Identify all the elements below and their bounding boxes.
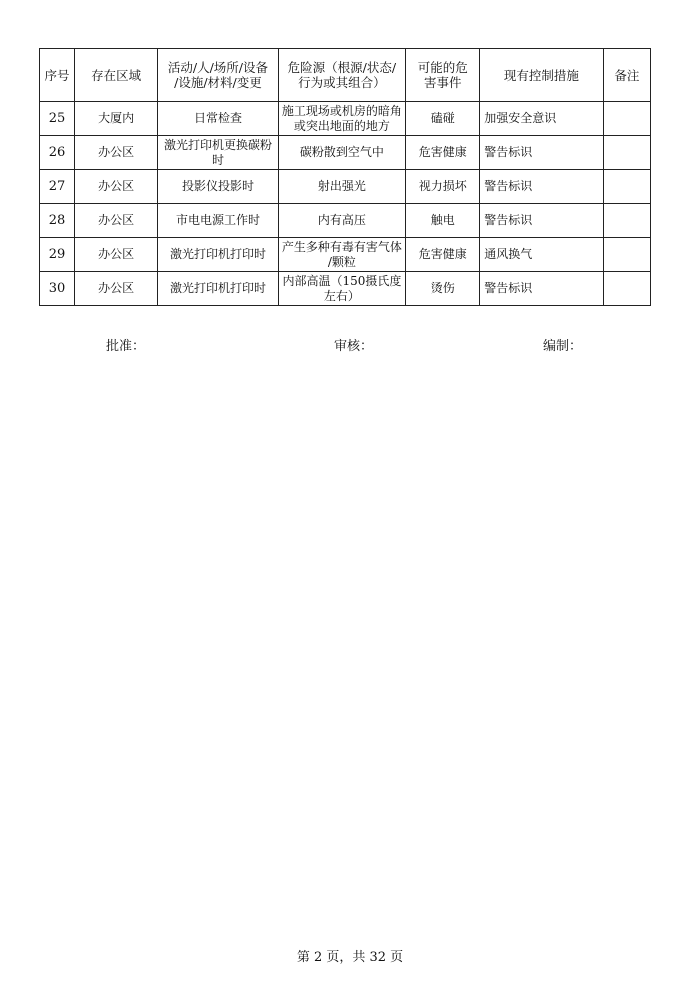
cell-activity: 激光打印机更换碳粉 时 bbox=[158, 136, 278, 170]
compile-label: 编制： bbox=[543, 339, 583, 354]
cell-control: 警告标识 bbox=[480, 170, 603, 204]
cell-remark bbox=[603, 102, 650, 136]
cell-event: 磕碰 bbox=[406, 102, 480, 136]
cell-activity: 激光打印机打印时 bbox=[158, 238, 278, 272]
cell-area: 办公区 bbox=[74, 170, 157, 204]
cell-area: 办公区 bbox=[74, 136, 157, 170]
cell-remark bbox=[603, 136, 650, 170]
cell-activity: 激光打印机打印时 bbox=[158, 272, 278, 306]
cell-seq: 25 bbox=[40, 102, 75, 136]
header-seq: 序号 bbox=[40, 49, 75, 102]
cell-remark bbox=[603, 272, 650, 306]
table-row bbox=[40, 102, 651, 136]
header-event: 可能的危 害事件 bbox=[406, 49, 480, 102]
table-row bbox=[40, 170, 651, 204]
header-activity: 活动/人/场所/设备 /设施/材料/变更 bbox=[158, 49, 278, 102]
cell-hazard: 碳粉散到空气中 bbox=[278, 136, 406, 170]
cell-remark bbox=[603, 204, 650, 238]
cell-activity: 日常检查 bbox=[158, 102, 278, 136]
cell-hazard: 施工现场或机房的暗角 或突出地面的地方 bbox=[278, 102, 406, 136]
approve-label: 批准： bbox=[106, 339, 146, 354]
cell-seq: 26 bbox=[40, 136, 75, 170]
cell-seq: 30 bbox=[40, 272, 75, 306]
cell-remark bbox=[603, 238, 650, 272]
header-remark: 备注 bbox=[603, 49, 650, 102]
table-row bbox=[40, 204, 651, 238]
table-row bbox=[40, 272, 651, 306]
cell-event: 危害健康 bbox=[406, 238, 480, 272]
table-row bbox=[40, 238, 651, 272]
cell-control: 加强安全意识 bbox=[480, 102, 603, 136]
page-number: 第 2 页，共 32 页 bbox=[296, 950, 404, 965]
cell-area: 办公区 bbox=[74, 272, 157, 306]
cell-hazard: 射出强光 bbox=[278, 170, 406, 204]
cell-control: 警告标识 bbox=[480, 204, 603, 238]
cell-seq: 27 bbox=[40, 170, 75, 204]
hazard-identification-table bbox=[39, 48, 651, 306]
cell-event: 视力损坏 bbox=[406, 170, 480, 204]
cell-event: 触电 bbox=[406, 204, 480, 238]
cell-control: 通风换气 bbox=[480, 238, 603, 272]
header-control: 现有控制措施 bbox=[480, 49, 603, 102]
cell-activity: 市电电源工作时 bbox=[158, 204, 278, 238]
cell-control: 警告标识 bbox=[480, 272, 603, 306]
review-label: 审核： bbox=[334, 339, 374, 354]
cell-event: 烫伤 bbox=[406, 272, 480, 306]
header-area: 存在区域 bbox=[74, 49, 157, 102]
cell-area: 办公区 bbox=[74, 238, 157, 272]
cell-event: 危害健康 bbox=[406, 136, 480, 170]
cell-activity: 投影仪投影时 bbox=[158, 170, 278, 204]
cell-control: 警告标识 bbox=[480, 136, 603, 170]
table-header-row bbox=[40, 49, 651, 102]
cell-seq: 28 bbox=[40, 204, 75, 238]
cell-area: 办公区 bbox=[74, 204, 157, 238]
cell-hazard: 产生多种有毒有害气体 /颗粒 bbox=[278, 238, 406, 272]
cell-area: 大厦内 bbox=[74, 102, 157, 136]
cell-seq: 29 bbox=[40, 238, 75, 272]
cell-remark bbox=[603, 170, 650, 204]
header-hazard: 危险源（根源/状态/ 行为或其组合） bbox=[278, 49, 406, 102]
table-row bbox=[40, 136, 651, 170]
cell-hazard: 内部高温（150摄氏度 左右） bbox=[278, 272, 406, 306]
cell-hazard: 内有高压 bbox=[278, 204, 406, 238]
